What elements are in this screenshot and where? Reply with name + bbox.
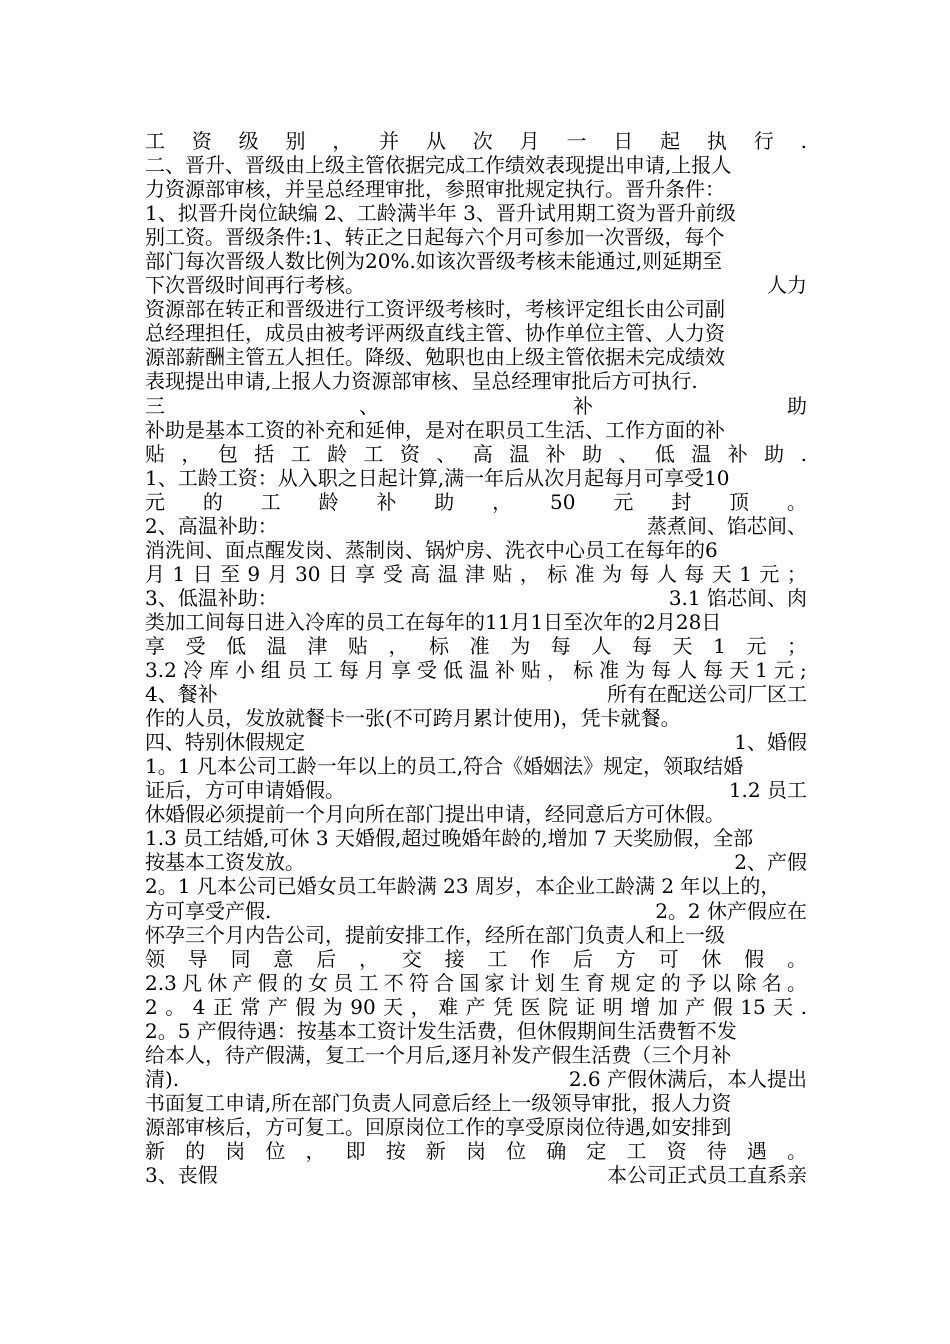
text-segment: 1.2 员工: [728, 778, 807, 803]
text-line: [145, 225, 807, 249]
text-segment: 按: [385, 1138, 406, 1163]
text-segment: 别工资。晋级条件:1、转正之日起每六个月可参加一次晋级，每个: [145, 225, 725, 250]
text-segment: 的: [202, 489, 223, 514]
text-segment: ;: [799, 658, 807, 683]
text-segment: 产: [232, 970, 253, 995]
text-segment: 日: [192, 561, 213, 586]
text-segment: 增: [630, 994, 651, 1019]
text-segment: 4: [192, 994, 206, 1019]
text-segment: 。: [787, 1138, 807, 1163]
text-segment: 执: [706, 129, 727, 153]
text-segment: 工: [363, 441, 384, 466]
text-segment: 准: [599, 658, 620, 683]
text-segment: 低: [654, 441, 675, 466]
text-segment: 接: [444, 946, 465, 971]
text-segment: 休婚假必须提前一个月向所在部门提出申请，经同意后方可休假。: [145, 802, 725, 827]
text-segment: 假: [744, 946, 765, 971]
text-line: [145, 442, 807, 466]
text-line: [145, 273, 807, 297]
text-segment: 育: [585, 970, 606, 995]
text-segment: ；: [786, 633, 807, 658]
text-line: [145, 321, 807, 345]
text-segment: 享: [390, 658, 411, 683]
text-segment: 交: [401, 946, 422, 971]
text-segment: 产: [465, 994, 486, 1019]
text-line: [145, 971, 807, 995]
text-segment: 2.6 产假休满后，本人提出: [568, 1066, 807, 1091]
text-segment: 资: [399, 441, 420, 466]
text-segment: 小: [234, 658, 255, 683]
text-segment: 3、低温补助：: [145, 585, 278, 610]
text-line: [145, 129, 807, 153]
text-segment: 月: [364, 658, 385, 683]
text-segment: 天: [729, 658, 750, 683]
text-segment: 元: [613, 489, 634, 514]
text-segment: 员: [333, 970, 354, 995]
text-segment: 位: [506, 1138, 527, 1163]
text-segment: 4、餐补: [145, 682, 218, 707]
text-line: [145, 177, 807, 201]
text-segment: 补: [727, 441, 748, 466]
text-line: [145, 634, 807, 658]
text-segment: 龄: [318, 489, 339, 514]
text-segment: 从: [425, 129, 446, 153]
text-segment: 待: [706, 1138, 727, 1163]
text-line: [145, 995, 807, 1019]
text-segment: 1、工龄工资：从入职之日起计算,满一年后从次月起每月可享受10: [145, 465, 730, 490]
text-segment: 源部薪酬主管五人担任。降级、勉职也由上级主管依据未完成绩效: [145, 345, 725, 370]
text-segment: 受: [382, 561, 403, 586]
text-segment: 元: [746, 633, 767, 658]
text-segment: 人: [656, 561, 677, 586]
text-segment: 元: [145, 489, 165, 514]
text-segment: 本公司正式员工直系亲: [607, 1163, 807, 1188]
text-segment: 资源部在转正和晋级进行工资评级考核时，考核评定组长由公司副: [145, 297, 725, 322]
text-line: [145, 778, 807, 802]
text-segment: 3.2: [145, 658, 177, 683]
text-segment: 不: [383, 970, 404, 995]
text-segment: 50: [550, 489, 576, 514]
text-segment: 凭: [493, 994, 514, 1019]
text-segment: 总经理担任，成员由被考评两级直线主管、协作单位主管、人力资: [145, 321, 725, 346]
text-segment: 1: [755, 658, 768, 683]
text-segment: 补助是基本工资的补充和延伸，是对在职员工生活、工作方面的补: [145, 417, 725, 442]
text-segment: 工: [312, 658, 333, 683]
text-segment: 贴: [145, 441, 165, 466]
text-segment: 作的人员，发放就餐卡一张(不可跨月累计使用)，凭卡就餐。: [145, 706, 681, 731]
text-segment: 贴: [492, 561, 513, 586]
text-segment: 书面复工申请,所在部门负责人同意后经上一级领导审批，报人力资: [145, 1090, 732, 1115]
text-segment: 为: [322, 994, 343, 1019]
text-segment: 贴: [347, 633, 368, 658]
text-line: [145, 418, 807, 442]
text-segment: 合: [434, 970, 455, 995]
text-segment: 规: [610, 970, 631, 995]
text-segment: 助: [434, 489, 455, 514]
text-segment: 至: [220, 561, 240, 586]
text-segment: 三: [145, 393, 165, 418]
text-segment: 2。2 休产假应在: [655, 898, 807, 923]
text-segment: 封: [671, 489, 692, 514]
text-segment: ，: [547, 658, 568, 683]
text-segment: 清).: [145, 1066, 180, 1091]
text-segment: 计: [509, 970, 530, 995]
text-segment: 。: [165, 994, 186, 1019]
text-segment: 产: [267, 994, 288, 1019]
text-segment: 划: [534, 970, 555, 995]
text-segment: 天: [672, 633, 693, 658]
text-segment: ，: [410, 994, 431, 1019]
text-segment: 假: [712, 994, 733, 1019]
text-segment: 顶: [729, 489, 750, 514]
text-segment: 每: [703, 658, 724, 683]
text-segment: 补: [495, 658, 516, 683]
text-segment: 新: [145, 1138, 165, 1163]
text-line: [145, 345, 807, 369]
text-segment: 助: [787, 393, 807, 418]
text-segment: 行: [753, 129, 774, 153]
text-segment: 2。1 凡本公司已婚女员工年龄满 23 周岁，本企业工龄满 2 年以上的，: [145, 874, 781, 899]
text-segment: 医: [520, 994, 541, 1019]
text-segment: 为: [625, 658, 646, 683]
text-segment: 2: [145, 994, 158, 1019]
text-segment: 9: [247, 561, 261, 586]
text-segment: 资: [191, 129, 212, 153]
text-segment: 标: [547, 561, 568, 586]
text-segment: ，: [181, 441, 202, 466]
text-segment: 1.3 员工结婚,可休 3 天婚假,超过晚婚年龄的,增加 7 天奖励假，全部: [145, 826, 754, 851]
text-segment: 准: [469, 633, 490, 658]
text-segment: 类加工间每日进入冷库的员工在每年的11月1日至次年的2月28日: [145, 609, 722, 634]
text-segment: 意: [273, 946, 294, 971]
text-segment: 二、晋升、晋级由上级主管依据完成工作绩效表现提出申请,上报人: [145, 153, 732, 178]
text-segment: 并: [379, 129, 400, 153]
text-line: [145, 682, 807, 706]
text-segment: 补: [545, 441, 566, 466]
text-segment: 所有在配送公司厂区工: [607, 682, 807, 707]
text-segment: 享: [145, 633, 165, 658]
text-segment: 2。5 产假待遇：按基本工资计发生活费，但休假期间生活费暂不发: [145, 1018, 737, 1043]
text-segment: 90: [350, 994, 376, 1019]
text-segment: ，: [358, 946, 379, 971]
text-segment: 可: [658, 946, 679, 971]
text-segment: 人力: [767, 273, 807, 298]
text-segment: 次: [472, 129, 493, 153]
text-segment: 补: [376, 489, 397, 514]
text-line: [145, 947, 807, 971]
text-segment: .: [800, 441, 807, 466]
text-segment: 一: [566, 129, 587, 153]
text-segment: 3、丧假: [145, 1163, 218, 1188]
text-segment: 方: [615, 946, 636, 971]
text-segment: 1、拟晋升岗位缺编 2、工龄满半年 3、晋升试用期工资为晋升前级: [145, 201, 736, 226]
text-line: [145, 297, 807, 321]
text-line: [145, 1019, 807, 1043]
text-segment: 月: [145, 561, 165, 586]
text-segment: 的: [185, 1138, 206, 1163]
text-segment: .: [800, 994, 807, 1019]
text-segment: 员: [286, 658, 307, 683]
text-segment: 资: [666, 1138, 687, 1163]
text-segment: 四、特别休假规定: [145, 730, 305, 755]
text-segment: 元: [759, 561, 780, 586]
text-segment: 温: [437, 561, 458, 586]
text-line: [145, 586, 807, 610]
text-segment: 定: [586, 1138, 607, 1163]
text-segment: 贴: [521, 658, 542, 683]
text-line: [145, 394, 807, 418]
text-segment: 1、婚假: [734, 730, 807, 755]
text-segment: 工: [358, 970, 379, 995]
text-segment: 津: [307, 633, 328, 658]
text-segment: 每: [550, 633, 571, 658]
text-segment: 日: [327, 561, 348, 586]
text-line: [145, 514, 807, 538]
text-segment: 导: [187, 946, 208, 971]
text-line: [145, 874, 807, 898]
text-segment: ，: [388, 633, 409, 658]
text-segment: 温: [469, 658, 489, 683]
text-segment: 部门每次晋级人数比例为20%.如该次晋级考核未能通过,则延期至: [145, 249, 723, 274]
text-segment: 1: [739, 561, 752, 586]
text-segment: ；: [786, 561, 807, 586]
text-segment: 假: [257, 970, 278, 995]
text-segment: 津: [464, 561, 485, 586]
text-segment: 1。1 凡本公司工龄一年以上的员工,符合《婚姻法》规定，领取结婚: [145, 754, 744, 779]
text-segment: 以: [711, 970, 732, 995]
text-segment: 生: [560, 970, 581, 995]
text-line: [145, 923, 807, 947]
text-segment: 定: [635, 970, 656, 995]
text-segment: 难: [438, 994, 459, 1019]
text-segment: 天: [383, 994, 404, 1019]
text-segment: 同: [230, 946, 251, 971]
text-segment: 下次晋级时间再行考核。: [145, 273, 365, 298]
text-line: [145, 1139, 807, 1163]
text-segment: 2、产假: [734, 850, 807, 875]
text-segment: 每: [651, 658, 672, 683]
text-segment: 怀孕三个月内告公司，提前安排工作，经所在部门负责人和上一级: [145, 922, 725, 947]
text-segment: 后: [316, 946, 337, 971]
text-segment: 天: [711, 561, 732, 586]
text-segment: 给本人，待产假满，复工一个月后,逐月补发产假生活费（三个月补: [145, 1042, 732, 1067]
text-segment: 作: [530, 946, 551, 971]
text-segment: 院: [547, 994, 568, 1019]
text-line: [145, 538, 807, 562]
text-segment: 每: [629, 561, 650, 586]
text-segment: 证: [575, 994, 596, 1019]
text-segment: 龄: [327, 441, 348, 466]
text-segment: 岗: [466, 1138, 486, 1163]
text-segment: 源部审核后，方可复工。回原岗位工作的享受原岗位待遇,如安排到: [145, 1114, 732, 1139]
text-segment: 按基本工资发放。: [145, 850, 305, 875]
text-segment: 高: [410, 561, 431, 586]
text-segment: 3.1 馅芯间、肉: [668, 585, 807, 610]
text-segment: 库: [208, 658, 229, 683]
text-segment: 假: [295, 994, 316, 1019]
text-segment: ，: [305, 1138, 326, 1163]
text-segment: 产: [685, 994, 706, 1019]
text-segment: 1: [172, 561, 186, 586]
text-segment: 括: [254, 441, 275, 466]
document-body: [145, 129, 807, 1187]
text-segment: 工: [145, 129, 165, 153]
text-segment: 受: [185, 633, 206, 658]
text-segment: 的: [282, 970, 303, 995]
text-segment: 常: [240, 994, 261, 1019]
text-segment: 确: [546, 1138, 567, 1163]
text-segment: 力资源部审核，并呈总经理审批，参照审批规定执行。晋升条件：: [145, 177, 725, 202]
text-line: [145, 730, 807, 754]
text-line: [145, 1067, 807, 1091]
text-line: [145, 201, 807, 225]
text-segment: 补: [573, 393, 593, 418]
text-segment: 助: [764, 441, 785, 466]
text-line: [145, 1043, 807, 1067]
text-segment: 遇: [746, 1138, 767, 1163]
text-segment: 予: [686, 970, 707, 995]
text-segment: 后: [572, 946, 593, 971]
text-segment: 受: [416, 658, 437, 683]
text-segment: 工: [290, 441, 311, 466]
text-segment: 。: [786, 489, 807, 514]
text-segment: 位: [265, 1138, 286, 1163]
text-segment: 的: [660, 970, 681, 995]
text-line: [145, 658, 807, 682]
text-segment: 低: [442, 658, 463, 683]
text-line: [145, 706, 807, 730]
text-segment: 国: [459, 970, 480, 995]
text-segment: 每: [338, 658, 359, 683]
text-segment: 温: [691, 441, 712, 466]
text-segment: 凡: [182, 970, 203, 995]
text-segment: 即: [345, 1138, 366, 1163]
text-line: [145, 610, 807, 634]
text-segment: 月: [519, 129, 540, 153]
text-segment: 为: [510, 633, 531, 658]
text-segment: 1: [713, 633, 726, 658]
text-segment: 月: [267, 561, 288, 586]
text-segment: 、: [618, 441, 639, 466]
text-segment: 休: [701, 946, 722, 971]
text-line: [145, 466, 807, 490]
text-segment: 冷: [182, 658, 203, 683]
text-segment: 每: [684, 561, 705, 586]
text-line: [145, 850, 807, 874]
text-segment: ，: [519, 561, 540, 586]
text-segment: 2.3: [145, 970, 177, 995]
text-segment: 证后，方可申请婚假。: [145, 778, 345, 803]
text-segment: 为: [602, 561, 623, 586]
text-segment: 符: [408, 970, 429, 995]
text-line: [145, 249, 807, 273]
text-segment: 岗: [225, 1138, 246, 1163]
text-segment: 工: [487, 946, 508, 971]
text-line: [145, 899, 807, 923]
text-segment: 、: [359, 393, 379, 418]
text-line: [145, 1115, 807, 1139]
text-segment: 标: [573, 658, 594, 683]
text-segment: 30: [295, 561, 321, 586]
text-line: [145, 369, 807, 393]
text-segment: 2、高温补助：: [145, 513, 278, 538]
text-segment: 元: [773, 658, 794, 683]
text-segment: 蒸煮间、馅芯间、: [647, 513, 807, 538]
text-segment: 享: [355, 561, 376, 586]
text-segment: 工: [626, 1138, 647, 1163]
text-segment: 准: [574, 561, 595, 586]
text-segment: 高: [472, 441, 493, 466]
text-segment: 除: [736, 970, 757, 995]
text-segment: 标: [429, 633, 450, 658]
text-segment: 名: [761, 970, 782, 995]
text-segment: 工: [260, 489, 281, 514]
text-line: [145, 754, 807, 778]
text-segment: 。: [786, 946, 807, 971]
text-segment: 天: [773, 994, 794, 1019]
text-segment: 日: [613, 129, 634, 153]
text-line: [145, 802, 807, 826]
text-line: [145, 562, 807, 586]
text-line: [145, 1091, 807, 1115]
text-segment: 级: [238, 129, 259, 153]
text-segment: 。: [786, 970, 807, 995]
text-segment: 起: [660, 129, 681, 153]
text-segment: 加: [657, 994, 678, 1019]
text-segment: 、: [436, 441, 457, 466]
text-line: [145, 153, 807, 177]
text-segment: ，: [332, 129, 353, 153]
text-segment: 正: [212, 994, 233, 1019]
text-segment: 人: [591, 633, 612, 658]
text-segment: 女: [308, 970, 329, 995]
text-segment: 人: [677, 658, 698, 683]
text-segment: 组: [260, 658, 281, 683]
text-segment: 温: [509, 441, 530, 466]
text-segment: 消洗间、面点醒发岗、蒸制岗、锅炉房、洗衣中心员工在每年的6: [145, 537, 718, 562]
text-segment: 15: [740, 994, 766, 1019]
text-segment: 助: [582, 441, 603, 466]
text-segment: 表现提出申请,上报人力资源部审核、呈总经理审批后方可执行.: [145, 369, 698, 394]
text-segment: 领: [145, 946, 165, 971]
text-segment: 低: [226, 633, 247, 658]
text-segment: 方可享受产假.: [145, 898, 272, 923]
text-segment: ，: [492, 489, 513, 514]
text-segment: 每: [631, 633, 652, 658]
text-segment: 休: [207, 970, 228, 995]
text-segment: 新: [425, 1138, 446, 1163]
text-segment: 别: [285, 129, 306, 153]
text-segment: 包: [217, 441, 238, 466]
text-line: [145, 1163, 807, 1187]
text-segment: .: [800, 129, 807, 153]
text-segment: 家: [484, 970, 505, 995]
text-line: [145, 826, 807, 850]
text-segment: 温: [266, 633, 287, 658]
text-line: [145, 490, 807, 514]
text-segment: 明: [602, 994, 623, 1019]
